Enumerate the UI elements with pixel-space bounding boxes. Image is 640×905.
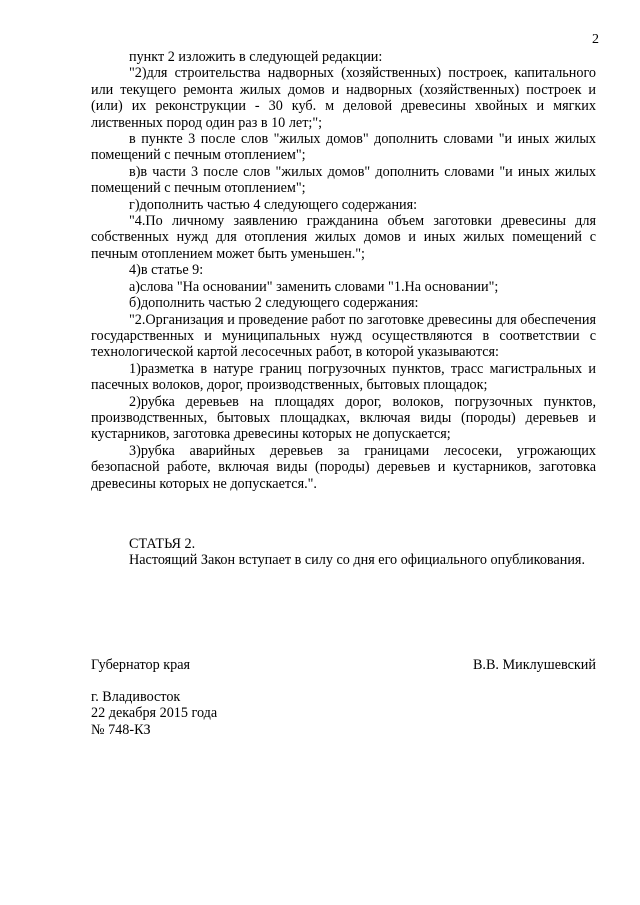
paragraph: 4)в статье 9: (129, 262, 204, 279)
article-heading: СТАТЬЯ 2. (129, 535, 196, 552)
paragraph: в)в части 3 после слов "жилых домов" дополнить словами "и иных жилых помещений с печным отоплением"; (91, 163, 596, 197)
paragraph: б)дополнить частью 2 следующего содержания: (129, 295, 419, 312)
signatory-title: Губернатор края (91, 657, 191, 673)
paragraph: 3)рубка аварийных деревьев за границами лесосеки, угрожающих безопасной работе, включая виды (породы) деревьев и кустарников, заготовка древесины которых не допускается.". (91, 442, 596, 492)
city: г. Владивосток (91, 689, 181, 705)
article-text: Настоящий Закон вступает в силу со дня его официального опубликования. (129, 552, 585, 569)
document-footer (91, 689, 217, 738)
document-body (91, 49, 596, 569)
law-number: № 748-КЗ (91, 721, 151, 738)
date: 22 декабря 2015 года (91, 705, 218, 722)
signatory-name: В.В. Миклушевский (472, 657, 596, 673)
paragraph: "2.Организация и проведение работ по заготовке древесины для обеспечения государственных и муниципальных нужд осуществляются в соответствии с технологической картой лесосечных работ, в которой указываются: (91, 311, 596, 361)
page-number: 2 (592, 32, 599, 47)
paragraph: 1)разметка в натуре границ погрузочных пунктов, трасс магистральных и пасечных волоков, дорог, производственных, бытовых площадок; (91, 360, 596, 394)
paragraph: пункт 2 изложить в следующей редакции: (129, 49, 383, 65)
paragraph: "2)для строительства надворных (хозяйственных) построек, капитального или текущего ремонта жилых домов и надворных (хозяйственных) построек и (или) их реконструкции - 30 куб. м деловой древесины хвойных и мягких лиственных пород один раз в 10 лет;"; (91, 65, 596, 131)
paragraph: 2)рубка деревьев на площадях дорог, волоков, погрузочных пунктов, производственных, бытовых площадках, включая виды (породы) деревьев и кустарников, заготовка древесины которых не допускается; (91, 393, 596, 443)
paragraph: а)слова "На основании" заменить словами "1.На основании"; (129, 278, 499, 295)
paragraph: в пункте 3 после слов "жилых домов" дополнить словами "и иных жилых помещений с печным отоплением"; (91, 131, 596, 164)
paragraph: г)дополнить частью 4 следующего содержания: (129, 196, 418, 213)
paragraph: "4.По личному заявлению гражданина объем заготовки древесины для собственных нужд для отопления жилых домов и иных жилых помещений с печным отоплением может быть уменьшен."; (91, 213, 596, 262)
